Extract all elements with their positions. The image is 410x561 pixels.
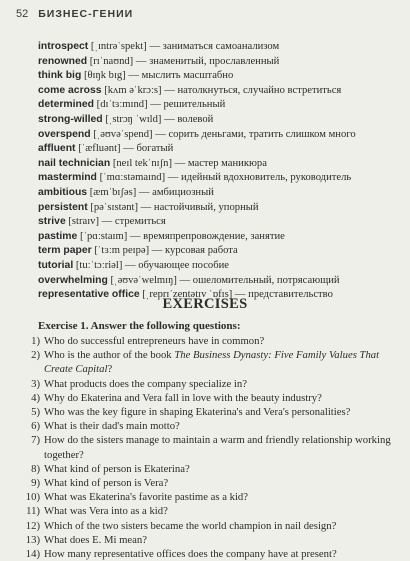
- vocabulary-transcription: [straɪv]: [68, 216, 99, 228]
- question-item: [18, 391, 403, 405]
- vocabulary-translation: — заниматься самоанализом: [149, 41, 280, 52]
- question-item: [18, 419, 403, 433]
- question-text: Who was the key figure in shaping Ekaterina's and Vera's personalities?: [44, 406, 351, 419]
- vocabulary-translation: — настойчивый, упорный: [140, 201, 259, 213]
- section-heading: EXERCISES: [162, 296, 248, 312]
- question-text: How many representative offices does the company have at present?: [44, 548, 337, 561]
- vocabulary-entry: [38, 274, 400, 289]
- vocabulary-entry: [38, 230, 400, 245]
- question-item: [18, 519, 403, 533]
- vocabulary-term: tutorial: [38, 259, 74, 271]
- question-number: 12): [25, 519, 40, 532]
- vocabulary-translation: — сорить деньгами, тратить слишком много: [155, 128, 356, 140]
- vocabulary-transcription: [tuːˈtɔːriəl]: [75, 259, 123, 271]
- vocabulary-term: pastime: [38, 230, 78, 242]
- question-number: 2): [31, 349, 40, 362]
- vocabulary-transcription: [kʌm əˈkrɔːs]: [104, 84, 162, 96]
- vocabulary-transcription: [ˈpɑːstaɪm]: [79, 230, 128, 242]
- vocabulary-translation: — времяпрепровождение, занятие: [129, 230, 285, 242]
- question-text: What products does the company specialize in?: [44, 377, 247, 390]
- vocabulary-entry: [38, 84, 400, 99]
- question-number: 5): [31, 406, 40, 419]
- vocabulary-term: mastermind: [38, 172, 97, 184]
- question-list: [18, 334, 403, 561]
- question-text: Who do successful entrepreneurs have in common?: [44, 335, 265, 347]
- vocabulary-translation: — стремиться: [101, 216, 166, 228]
- vocabulary-translation: — богатый: [123, 143, 174, 155]
- vocabulary-term: overwhelming: [38, 274, 108, 286]
- question-text: [44, 348, 403, 376]
- vocabulary-term: representative office: [38, 289, 140, 301]
- question-number: 1): [31, 335, 40, 347]
- question-number: 6): [31, 420, 40, 433]
- vocabulary-entry: [38, 259, 400, 274]
- vocabulary-term: affluent: [38, 143, 76, 155]
- vocabulary-transcription: [æmˈbɪʃəs]: [89, 186, 137, 198]
- vocabulary-entry: [38, 244, 400, 259]
- question-text: What was Vera into as a kid?: [44, 505, 168, 518]
- question-item: [18, 490, 403, 504]
- question-number: 3): [31, 377, 40, 390]
- vocabulary-term: strive: [38, 216, 66, 228]
- vocabulary-entry: [38, 215, 400, 230]
- question-text: What kind of person is Vera?: [44, 477, 169, 490]
- vocabulary-entry: [38, 171, 400, 186]
- question-number: 11): [26, 505, 40, 518]
- vocabulary-term: determined: [38, 99, 95, 111]
- vocabulary-translation: — ошеломительный, потрясающий: [179, 274, 340, 286]
- vocabulary-translation: — решительный: [150, 99, 226, 111]
- question-text: Which of the two sisters became the world champion in nail design?: [44, 519, 337, 532]
- question-text: What kind of person is Ekaterina?: [44, 462, 190, 475]
- question-text: Why do Ekaterina and Vera fall in love with the beauty industry?: [44, 391, 322, 404]
- vocabulary-transcription: [ˌəʊvəˈwelmɪŋ]: [110, 274, 177, 286]
- exercise-title: Exercise 1. Answer the following questions:: [38, 320, 241, 332]
- vocabulary-translation: — курсовая работа: [151, 245, 238, 257]
- vocabulary-transcription: [ˈtɜːm peɪpə]: [94, 245, 150, 257]
- vocabulary-transcription: [ˌɪntrəˈspekt]: [90, 41, 147, 52]
- vocabulary-translation: — мастер маникюра: [174, 157, 267, 169]
- vocabulary-translation: — идейный вдохновитель, руководитель: [167, 172, 352, 184]
- vocabulary-entry: [38, 201, 400, 216]
- question-item: [18, 533, 403, 547]
- question-text-prefix: Who is the author of the book: [44, 349, 175, 362]
- page-number: 52: [16, 8, 29, 20]
- vocabulary-term: think big: [38, 70, 82, 82]
- question-item: [18, 504, 403, 518]
- vocabulary-transcription: [dɪˈtɜːmɪnd]: [96, 99, 148, 111]
- vocabulary-list: [38, 40, 400, 303]
- question-item: [18, 462, 403, 476]
- vocabulary-entry: [38, 40, 400, 55]
- vocabulary-translation: — мыслить масштабно: [128, 70, 234, 82]
- question-item: [18, 433, 403, 461]
- question-number: 10): [25, 491, 40, 504]
- question-number: 7): [31, 434, 40, 447]
- vocabulary-entry: [38, 69, 400, 84]
- vocabulary-term: nail technician: [38, 157, 111, 169]
- vocabulary-term: overspend: [38, 128, 91, 140]
- question-item: [18, 547, 403, 561]
- vocabulary-translation: — знаменитый, прославленный: [135, 55, 280, 67]
- vocabulary-entry: [38, 142, 400, 157]
- question-text: How do the sisters manage to maintain a warm and friendly relationship working together?: [44, 434, 391, 461]
- vocabulary-transcription: [ˈæfluənt]: [78, 143, 121, 155]
- vocabulary-transcription: [rɪˈnaʊnd]: [89, 55, 134, 67]
- vocabulary-term: renowned: [38, 55, 88, 67]
- question-item: [18, 377, 403, 391]
- question-number: 14): [25, 548, 40, 561]
- vocabulary-term: ambitious: [38, 186, 88, 198]
- question-number: 9): [31, 477, 40, 490]
- question-item: [18, 405, 403, 419]
- question-item: [18, 476, 403, 490]
- vocabulary-term: come across: [38, 84, 102, 96]
- book-title: The Business Dynasty: Five Family Values That Create Capital: [44, 349, 380, 376]
- question-number: 8): [31, 462, 40, 475]
- vocabulary-transcription: [θɪŋk bɪg]: [83, 70, 126, 82]
- vocabulary-transcription: [pəˈsɪstənt]: [90, 201, 138, 213]
- question-text-suffix: ?: [107, 363, 113, 376]
- question-number: 13): [25, 533, 40, 546]
- vocabulary-transcription: [ˈmɑːstəmaɪnd]: [99, 172, 166, 184]
- vocabulary-translation: — амбициозный: [138, 186, 214, 198]
- vocabulary-entry: [38, 128, 400, 143]
- vocabulary-entry: [38, 186, 400, 201]
- vocabulary-translation: — натолкнуться, случайно встретиться: [164, 84, 342, 96]
- question-number: 4): [31, 391, 40, 404]
- vocabulary-translation: — представительство: [234, 289, 333, 301]
- vocabulary-term: persistent: [38, 201, 88, 213]
- vocabulary-transcription: [ˌreprɪˈzentətɪv ˈɒfɪs]: [142, 289, 233, 301]
- vocabulary-entry: [38, 55, 400, 70]
- vocabulary-term: introspect: [38, 41, 89, 52]
- vocabulary-term: strong-willed: [38, 113, 103, 125]
- vocabulary-entry: [38, 157, 400, 172]
- question-item: [18, 348, 403, 376]
- running-header: [16, 8, 133, 20]
- vocabulary-transcription: [ˌəʊvəˈspend]: [93, 128, 153, 140]
- vocabulary-translation: — волевой: [164, 113, 214, 125]
- vocabulary-translation: — обучающее пособие: [125, 259, 229, 271]
- vocabulary-transcription: [ˌstrɔŋ ˈwɪld]: [105, 113, 162, 125]
- vocabulary-entry: [38, 98, 400, 113]
- running-title: БИЗНЕС-ГЕНИИ: [38, 8, 134, 20]
- question-text: What is their dad's main motto?: [44, 420, 180, 433]
- vocabulary-entry: [38, 113, 400, 128]
- question-text: What was Ekaterina's favorite pastime as a kid?: [44, 491, 249, 504]
- vocabulary-transcription: [neɪl tekˈnɪʃn]: [112, 157, 172, 169]
- question-item: [18, 334, 403, 348]
- question-text: What does E. Mi mean?: [44, 533, 147, 546]
- vocabulary-term: term paper: [38, 245, 92, 257]
